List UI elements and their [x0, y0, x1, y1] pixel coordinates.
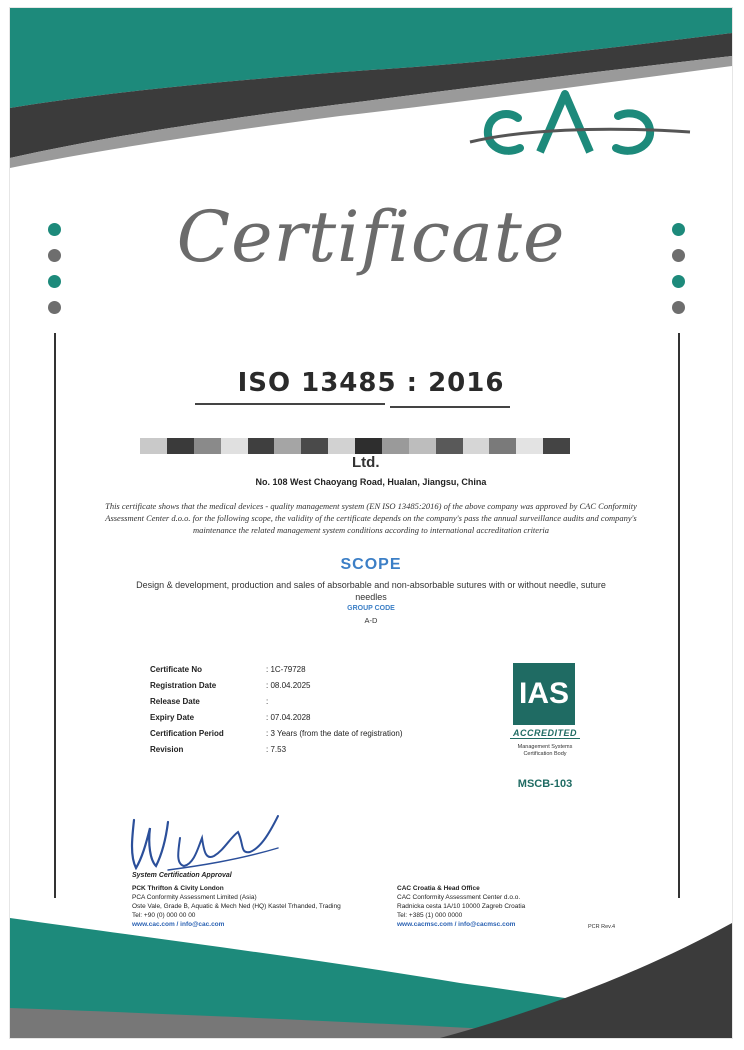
detail-label: Certification Period [150, 728, 224, 738]
footer-left-line: Tel: +90 (0) 000 00 00 [132, 912, 196, 919]
side-dot-left-4 [48, 301, 61, 314]
detail-label: Registration Date [150, 680, 217, 690]
iso-underline-right [390, 406, 510, 408]
footer-left-office [132, 884, 402, 929]
iso-underline-left [195, 403, 385, 405]
iso-standard: ISO 13485 : 2016 [237, 368, 505, 398]
side-dot-right-4 [672, 301, 685, 314]
company-name-redacted [140, 438, 570, 454]
ias-accredited-label: ACCREDITED [510, 728, 580, 739]
certificate-title: Certificate [176, 196, 566, 278]
footer-left-line: Oste Vale, Grade B, Aquatic & Mech Ned (HQ) Kastel Trhanded, Trading [132, 903, 341, 910]
page-reference: PCR Rev.4 [588, 924, 616, 930]
detail-label: Release Date [150, 696, 200, 706]
footer-right-line: Tel: +385 (1) 000 0000 [397, 912, 463, 919]
detail-label: Certificate No [150, 664, 203, 674]
detail-row [150, 741, 466, 757]
detail-row [150, 725, 466, 741]
detail-value: : 08.04.2025 [266, 680, 311, 690]
footer-right-link[interactable]: www.cacmsc.com / info@cacmsc.com [397, 921, 516, 928]
company-address: No. 108 West Chaoyang Road, Hualan, Jiangsu, China [255, 477, 487, 487]
detail-label: Revision [150, 744, 184, 754]
scope-heading: SCOPE [340, 556, 402, 573]
signature-scribble [132, 816, 278, 870]
ias-logo: IAS [513, 663, 575, 725]
footer-left-link[interactable]: www.cac.com / info@cac.com [132, 921, 225, 928]
detail-row [150, 709, 466, 725]
accreditation-code: MSCB-103 [517, 778, 573, 790]
footer-left-line: PCA Conformity Assessment Limited (Asia) [132, 894, 257, 901]
certification-statement: This certificate shows that the medical devices - quality management system (EN ISO 13485:2016) of the above company was approved by CAC Conformity Assessment Center d.o.o. for the following scope, the validity of the certificate depends on the company's pass the annual surveillance audits and company's maintenance the related management system conditions according to international accreditation criteria [105, 501, 637, 535]
footer-right-line: Radnicka cesta 1A/10 10000 Zagreb Croatia [397, 903, 526, 910]
footer-right-office [397, 884, 607, 929]
footer-right-line: CAC Conformity Assessment Center d.o.o. [397, 894, 521, 901]
company-name-suffix: Ltd. [352, 454, 380, 471]
detail-label: Expiry Date [150, 712, 195, 722]
scope-text: Design & development, production and sales of absorbable and non-absorbable sutures with or without needle, suture needles [136, 580, 606, 602]
detail-value: : 7.53 [266, 744, 287, 754]
detail-value: : 3 Years (from the date of registration) [266, 728, 403, 738]
footer-left-line: PCK Thrifton & Civity London [132, 885, 224, 892]
detail-row [150, 661, 466, 677]
ias-subtitle: Management Systems Certification Body [517, 744, 573, 757]
certificate-details [150, 661, 466, 757]
detail-value: : 07.04.2028 [266, 712, 311, 722]
cac-logo [470, 88, 690, 152]
signature-caption: System Certification Approval [132, 872, 232, 879]
detail-row [150, 677, 466, 693]
certificate-page [10, 8, 732, 1038]
detail-value: : [266, 696, 269, 706]
group-code-label: GROUP CODE [347, 605, 395, 612]
detail-row [150, 693, 466, 709]
group-code-value: A-D [364, 616, 378, 625]
detail-value: : 1C-79728 [266, 664, 306, 674]
footer-right-line: CAC Croatia & Head Office [397, 885, 480, 892]
